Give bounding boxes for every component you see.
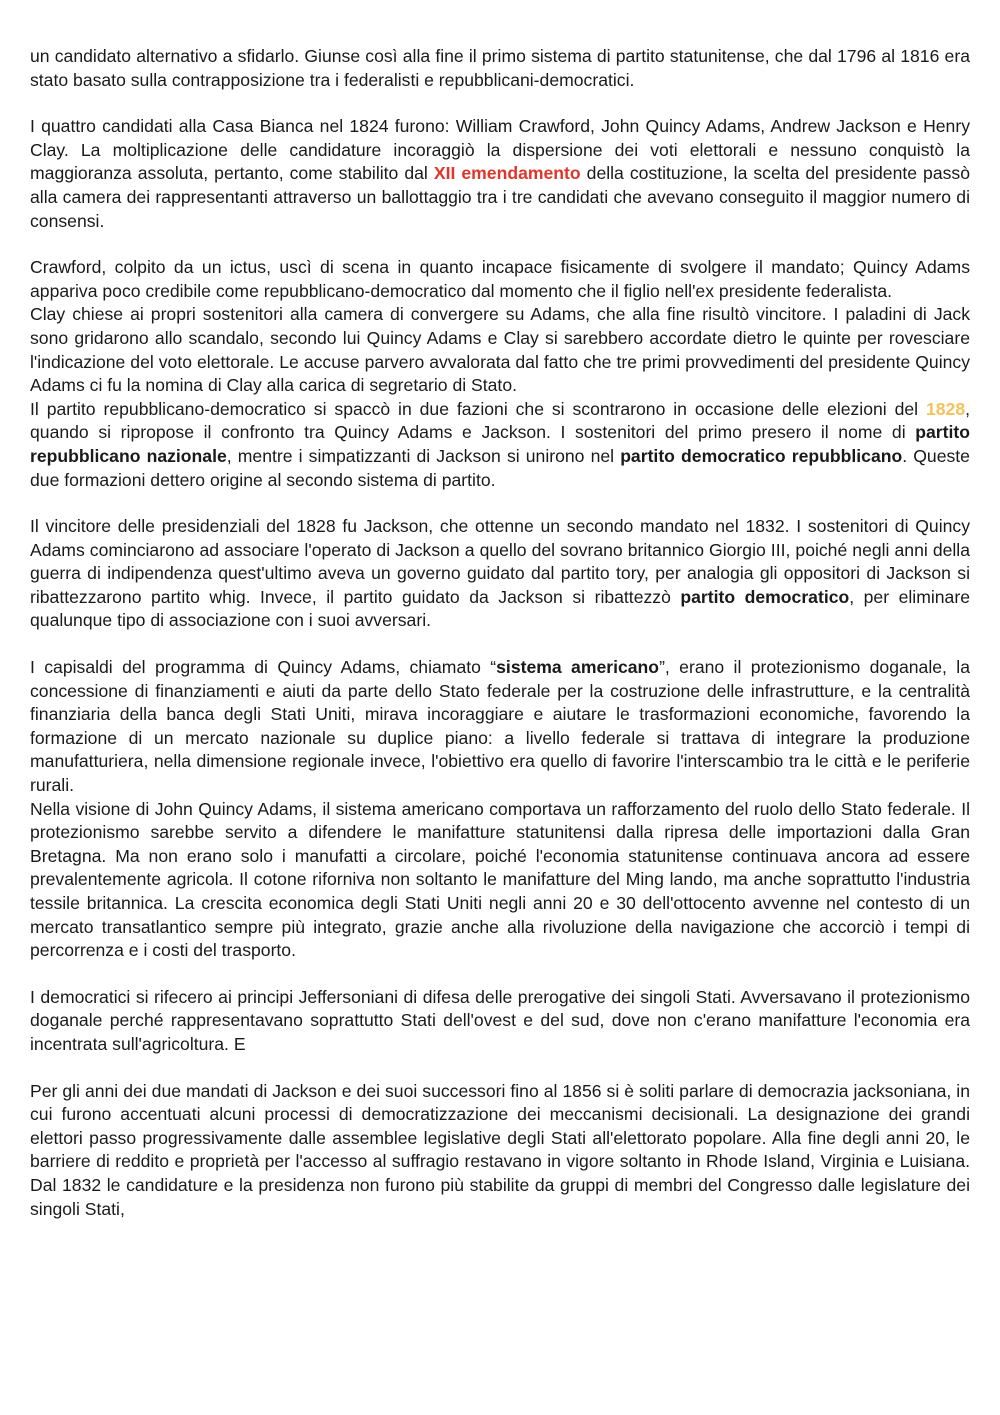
paragraph-text: Il partito repubblicano-democratico si spaccò in due fazioni che si scontrarono in occasione delle elezioni del xyxy=(30,398,926,419)
paragraph-text: I capisaldi del programma di Quincy Adams, chiamato “ xyxy=(30,657,497,678)
paragraph-text: Clay chiese ai propri sostenitori alla camera di convergere su Adams, che alla fine risultò vincitore. I paladini di Jack sono gridarono allo scandalo, secondo lui Quincy Adams e Clay si sarebbero accordate dietro le quinte per rovesciare l'indicazione del voto elettorale. Le accuse parvero avvalorata dal fatto che tre primi provvedimenti del presidente Quincy Adams ci fu la nomina di Clay alla carica di segretario di Stato. xyxy=(30,304,970,396)
paragraph-text: I quattro candidati alla Casa Bianca nel 1824 furono: William Crawford, John Quincy Adams, Andrew Jackson e Henry Clay. La moltiplicazione delle candidature incoraggiò la dispersione dei voti elettorali e nessuno conquistò la maggioranza assoluta, pertanto, come stabilito dal xyxy=(30,116,970,184)
bold-term: partito democratico repubblicano xyxy=(620,445,903,466)
paragraph-jackson-victory xyxy=(30,515,970,633)
paragraph-text: Crawford, colpito da un ictus, uscì di scena in quanto incapace fisicamente di svolgere il mandato; Quincy Adams appariva poco credibile come repubblicano-democratico dal momento che il figlio nell'ex presidente federalista. xyxy=(30,257,970,301)
paragraph-american-system xyxy=(30,656,970,798)
document-page xyxy=(30,45,970,1221)
paragraph-crawford xyxy=(30,256,970,303)
paragraph-text: Nella visione di John Quincy Adams, il sistema americano comportava un rafforzamento del ruolo dello Stato federale. Il protezionismo sarebbe servito a difendere le manifatture statunitensi dalla ripresa delle importazioni dalla Gran Bretagna. Ma non erano solo i manufatti a circolare, poiché l'economia statunitense continuava ancora ad essere prevalentemente agricola. Il cotone riforniva non soltanto le manifatture del Ming lando, ma anche soprattutto l'industria tessile britannica. La crescita economica degli Stati Uniti negli anni 20 e 30 dell'ottocento avvenne nel contesto di un mercato transatlantico sempre più integrato, grazie anche alla rivoluzione della navigazione che accorciò i tempi di percorrenza e i costi del trasporto. xyxy=(30,798,970,961)
paragraph-text: della costituzione, la scelta del presidente passò alla camera dei rappresentanti attraverso un ballottaggio tra i tre candidati che avevano conseguito il maggior numero di consensi. xyxy=(30,163,970,231)
highlight-amendment: XII emendamento xyxy=(433,163,581,184)
paragraph-text: , mentre i simpatizzanti di Jackson si unirono nel xyxy=(226,445,621,466)
bold-term: partito repubblicano nazionale xyxy=(30,422,970,466)
paragraph-text: , quando si ripropose il confronto tra Quincy Adams e Jackson. I sostenitori del primo presero il nome di xyxy=(30,398,970,443)
bold-term: sistema americano xyxy=(496,657,660,678)
paragraph-jacksonian-democracy xyxy=(30,1080,970,1222)
paragraph-text: , per eliminare qualunque tipo di associazione con i suoi avversari. xyxy=(30,586,970,631)
paragraph-text: I democratici si rifecero ai principi Jeffersoniani di difesa delle prerogative dei singoli Stati. Avversavano il protezionismo doganale perché rappresentavano soprattutto Stati dell'ovest e del sud, dove non c'erano manifatture l'economia era incentrata sull'agricoltura. E xyxy=(30,986,970,1054)
paragraph-text: ”, erano il protezionismo doganale, la concessione di finanziamenti e aiuti da parte dello Stato federale per la costruzione delle infrastrutture, e la centralità finanziaria della banca degli Stati Uniti, mirava incoraggiare e aiutare le trasformazioni economiche, favorendo la formazione di un mercato nazionale su duplice piano: a livello federale si trattava di integrare la produzione manufatturiera, nella dimensione regionale invece, l'obiettivo era quello di favorire l'interscambio tra le città e le periferie rurali. xyxy=(30,657,970,796)
paragraph-intro xyxy=(30,45,970,92)
paragraph-candidates-1824 xyxy=(30,115,970,233)
paragraph-clay xyxy=(30,303,970,397)
paragraph-text: Il vincitore delle presidenziali del 1828 fu Jackson, che ottenne un secondo mandato nel 1832. I sostenitori di Quincy Adams cominciarono ad associare l'operato di Jackson a quello del sovrano britannico Giorgio III, poiché negli anni della guerra di indipendenza quest'ultimo aveva un governo guidato dal partito tory, per analogia gli oppositori di Jackson si ribattezzarono partito whig. Invece, il partito guidato da Jackson si ribattezzò xyxy=(30,516,970,607)
highlight-year: 1828 xyxy=(925,398,966,419)
bold-term: partito democratico xyxy=(680,586,850,607)
paragraph-text: un candidato alternativo a sfidarlo. Giunse così alla fine il primo sistema di partito statunitense, che dal 1796 al 1816 era stato basato sulla contrapposizione tra i federalisti e repubblicani-democratici. xyxy=(30,46,970,90)
paragraph-text: Per gli anni dei due mandati di Jackson e dei suoi successori fino al 1856 si è soliti parlare di democrazia jacksoniana, in cui furono accentuati alcuni processi di democratizzazione dei meccanismi decisionali. La designazione dei grandi elettori passo progressivamente dalle assemblee legislative degli Stati all'elettorato popolare. Alla fine degli anni 20, le barriere di reddito e proprietà per l'accesso al suffragio restavano in vigore soltanto in Rhode Island, Virginia e Luisiana. Dal 1832 le candidature e la presidenza non furono più stabilite da gruppi di membri del Congresso dalle legislature dei singoli Stati, xyxy=(30,1080,970,1219)
paragraph-text: . Queste due formazioni dettero origine al secondo sistema di partito. xyxy=(30,445,970,490)
paragraph-party-split xyxy=(30,398,970,492)
paragraph-adams-vision xyxy=(30,798,970,963)
paragraph-democrats xyxy=(30,986,970,1057)
